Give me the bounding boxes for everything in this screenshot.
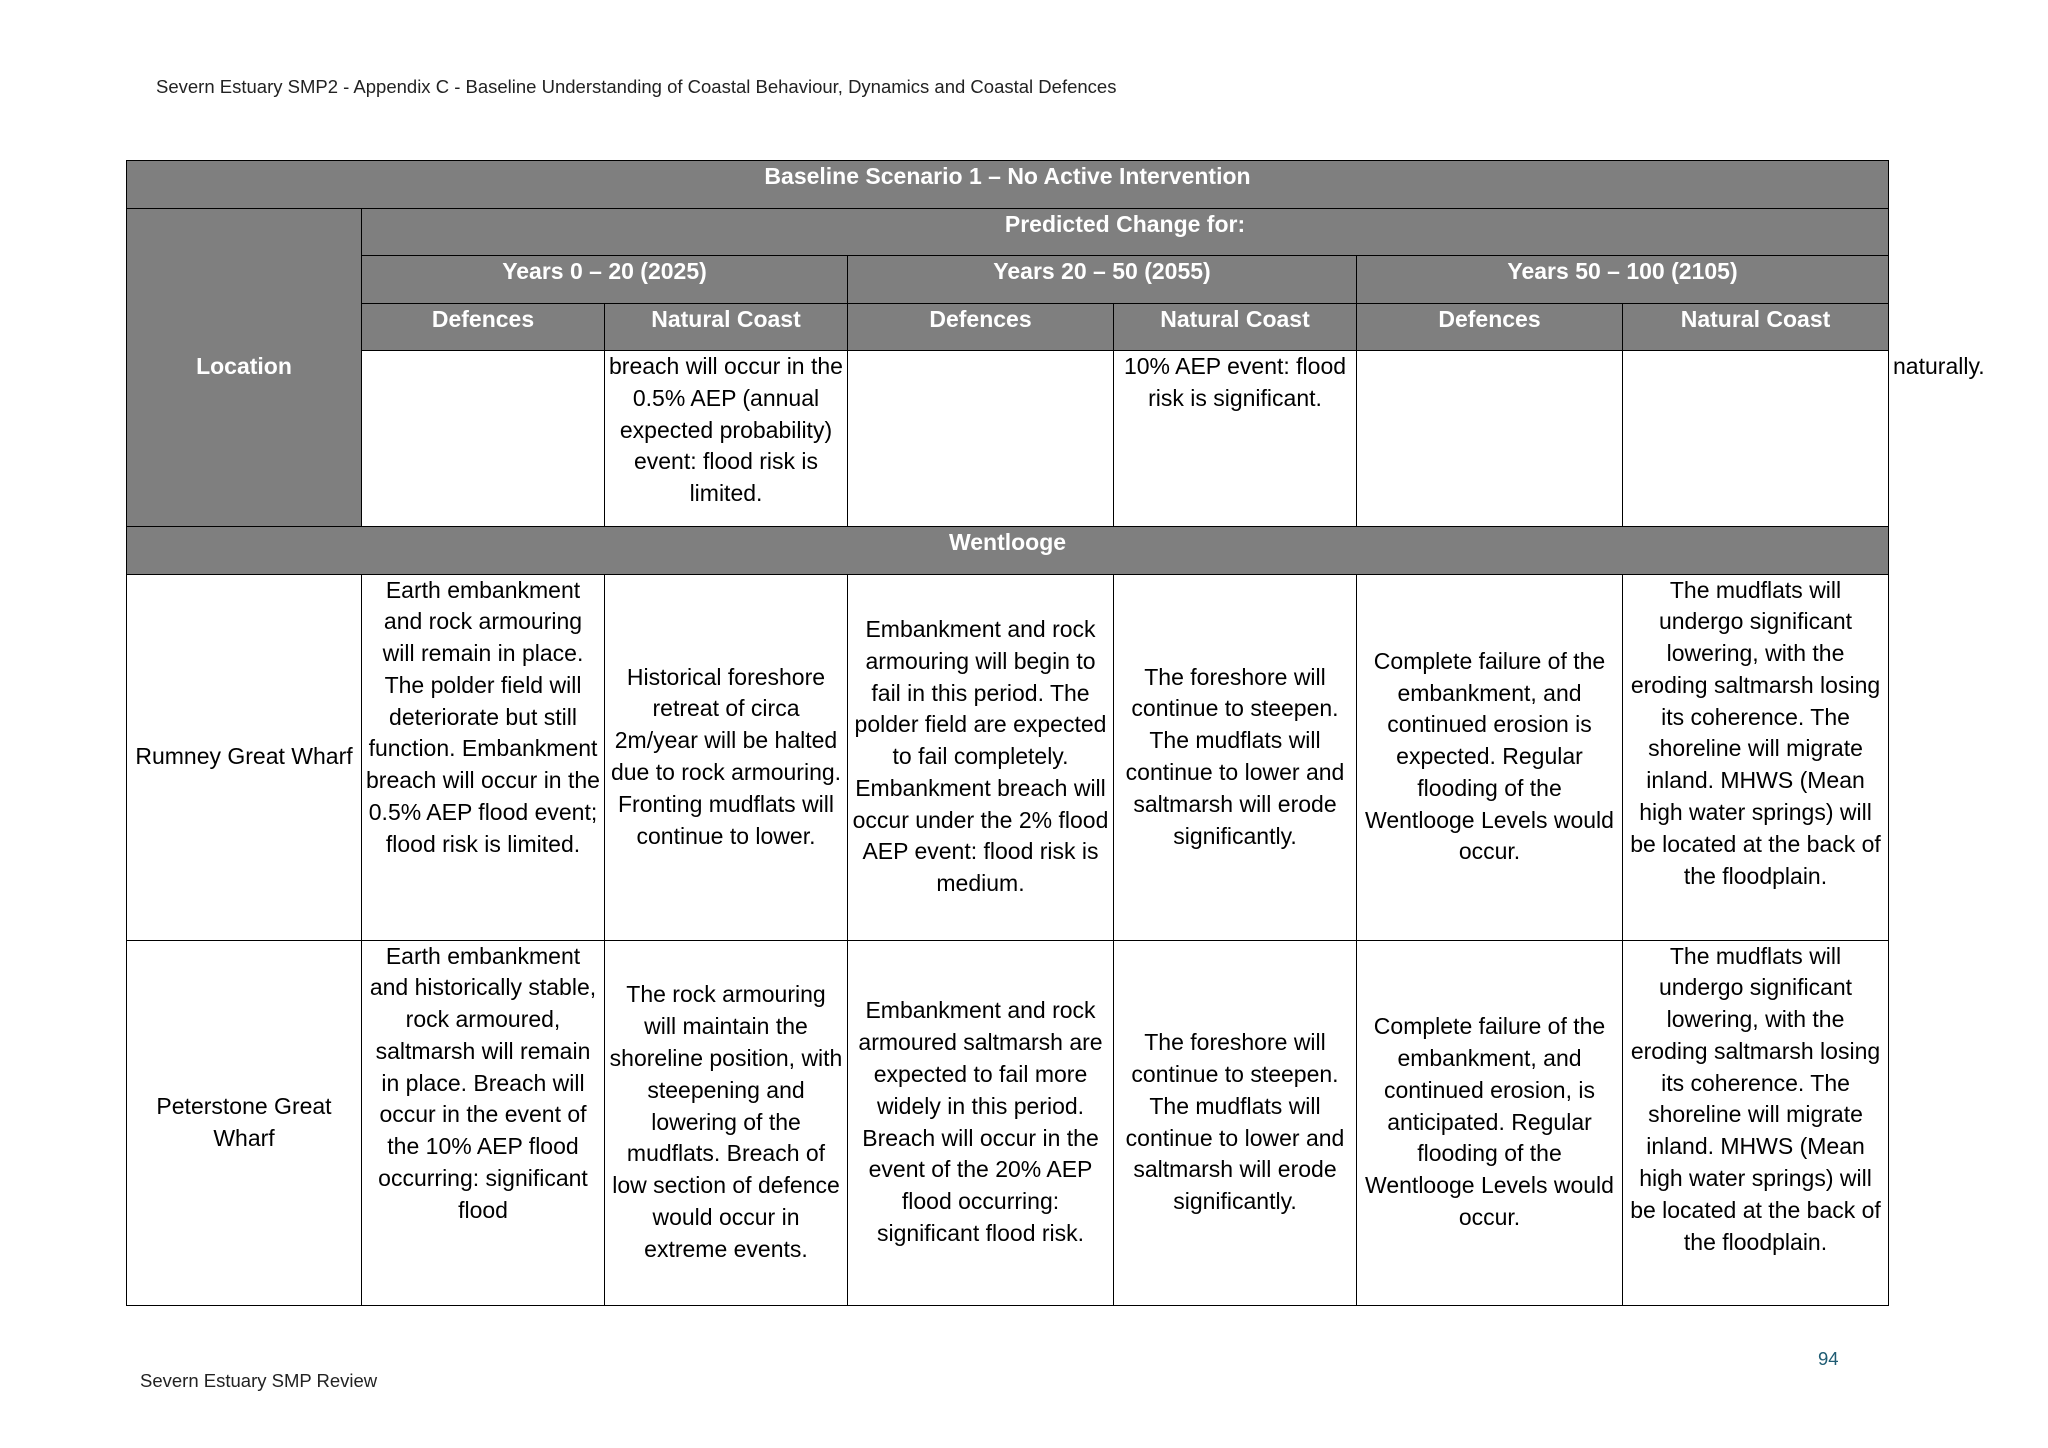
subheader-defences: Defences [362,303,605,351]
location-header: Location [127,208,362,527]
period-header-0-20: Years 0 – 20 (2025) [362,256,848,304]
table-cell: Complete failure of the embankment, and continued erosion is expected. Regular flooding of the Wentlooge Levels would occur. [1357,574,1623,940]
document-footer: Severn Estuary SMP Review [140,1370,378,1391]
table-cell: Earth embankment and rock armouring will remain in place. The polder field will deteriorate but still function. Embankment breach will occur in the 0.5% AEP flood event; flood risk is limited. [362,574,605,940]
table-row-peterstone-great-wharf [127,940,1889,1305]
table-cell: Embankment and rock armouring will begin to fail in this period. The polder field are expected to fail completely. Embankment breach will occur under the 2% flood AEP event: flood risk is medium. [848,574,1114,940]
table-cell: The mudflats will undergo significant lowering, with the eroding saltmarsh losing its coherence. The shoreline will migrate inland. MHWS (Mean high water springs) will be located at the back of the floodplain. [1623,940,1889,1305]
table-row-continued: breach will occur in the 0.5% AEP (annual expected probability) event: flood risk is limited. 10% AEP event: flood risk is significant. naturally. [127,351,1889,527]
baseline-scenario-table [126,160,1985,1306]
table-cell: Embankment and rock armoured saltmarsh are expected to fail more widely in this period. Breach will occur in the event of the 20% AEP flood occurring: significant flood risk. [848,940,1114,1305]
location-cell [362,351,605,527]
table-cell: The foreshore will continue to steepen. The mudflats will continue to lower and saltmarsh will erode significantly. [1114,574,1357,940]
table-row-rumney-great-wharf [127,574,1889,940]
table-title: Baseline Scenario 1 – No Active Intervention [127,161,1889,209]
subheader-defences: Defences [1357,303,1623,351]
page-number: 94 [1818,1348,1839,1369]
location-cell: Rumney Great Wharf [127,574,362,940]
subheader-natural-coast: Natural Coast [1623,303,1889,351]
subheader-natural-coast: Natural Coast [605,303,848,351]
section-header-wentlooge: Wentlooge [127,527,1889,575]
location-cell: Peterstone Great Wharf [127,940,362,1305]
table-cell: The foreshore will continue to steepen. The mudflats will continue to lower and saltmarsh will erode significantly. [1114,940,1357,1305]
table-cell [1623,351,1889,527]
table-cell: Historical foreshore retreat of circa 2m/year will be halted due to rock armouring. Fronting mudflats will continue to lower. [605,574,848,940]
table-cell: The rock armouring will maintain the shoreline position, with steepening and lowering of the mudflats. Breach of low section of defence would occur in extreme events. [605,940,848,1305]
table-cell: The mudflats will undergo significant lowering, with the eroding saltmarsh losing its coherence. The shoreline will migrate inland. MHWS (Mean high water springs) will be located at the back of the floodplain. [1623,574,1889,940]
predicted-change-header: Predicted Change for: [362,208,1889,256]
table-cell: Earth embankment and historically stable, rock armoured, saltmarsh will remain in place. Breach will occur in the event of the 10% AEP flood occurring: significant flood [362,940,605,1305]
table-cell [848,351,1114,527]
subheader-defences: Defences [848,303,1114,351]
document-header: Severn Estuary SMP2 - Appendix C - Baseline Understanding of Coastal Behaviour, Dynamics and Coastal Defences [156,76,1117,97]
table-cell: 10% AEP event: flood risk is significant. [1114,351,1357,527]
table-cell [1357,351,1623,527]
subheader-natural-coast: Natural Coast [1114,303,1357,351]
period-header-20-50: Years 20 – 50 (2055) [848,256,1357,304]
period-header-50-100: Years 50 – 100 (2105) [1357,256,1889,304]
table-cell: Complete failure of the embankment, and continued erosion, is anticipated. Regular flooding of the Wentlooge Levels would occur. [1357,940,1623,1305]
table-cell: breach will occur in the 0.5% AEP (annual expected probability) event: flood risk is limited. [605,351,848,527]
